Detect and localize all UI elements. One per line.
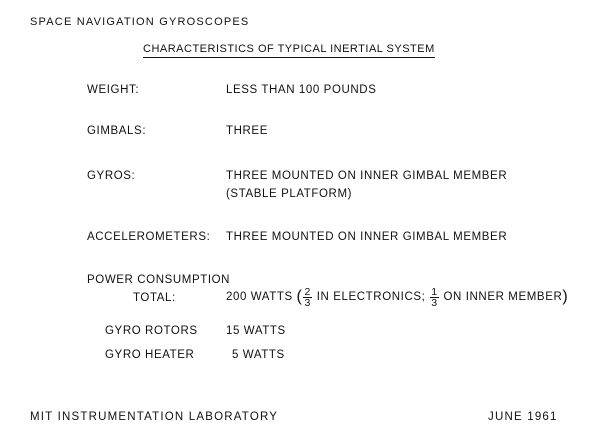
document-header: SPACE NAVIGATION GYROSCOPES <box>30 16 250 28</box>
weight-value: LESS THAN 100 POUNDS <box>226 84 377 96</box>
power-total-label: TOTAL: <box>133 292 176 304</box>
gyro-rotors-label: GYRO ROTORS <box>105 325 198 337</box>
inner-member-text: ON INNER MEMBER <box>443 291 563 304</box>
fraction-denominator: 3 <box>431 296 438 309</box>
footer-lab-name: MIT INSTRUMENTATION LABORATORY <box>30 411 279 423</box>
power-total-watts: 200 WATTS <box>226 291 293 304</box>
gyro-heater-label: GYRO HEATER <box>105 349 195 361</box>
accelerometers-label: ACCELEROMETERS: <box>87 231 211 243</box>
gimbals-label: GIMBALS: <box>87 125 147 137</box>
gimbals-value: THREE <box>226 125 268 137</box>
document-subtitle: CHARACTERISTICS OF TYPICAL INERTIAL SYSTEM <box>143 42 435 58</box>
power-consumption-label: POWER CONSUMPTION <box>87 274 231 286</box>
fraction-numerator: 1 <box>431 285 438 298</box>
fraction-denominator: 3 <box>304 296 311 309</box>
fraction-two-thirds <box>303 287 311 308</box>
close-paren: ) <box>562 288 569 305</box>
gyros-value-line2: (STABLE PLATFORM) <box>226 188 353 200</box>
electronics-text: IN ELECTRONICS; <box>316 291 426 304</box>
fraction-one-third <box>430 287 438 308</box>
power-total-value <box>226 285 568 309</box>
gyros-value-line1: THREE MOUNTED ON INNER GIMBAL MEMBER <box>226 170 508 182</box>
gyro-rotors-value: 15 WATTS <box>226 325 286 337</box>
gyro-heater-value: 5 WATTS <box>232 349 285 361</box>
weight-label: WEIGHT: <box>87 84 140 96</box>
accelerometers-value: THREE MOUNTED ON INNER GIMBAL MEMBER <box>226 231 508 243</box>
open-paren: ( <box>296 288 303 305</box>
gyros-label: GYROS: <box>87 170 136 182</box>
footer-date: JUNE 1961 <box>488 411 558 423</box>
fraction-numerator: 2 <box>304 285 311 298</box>
